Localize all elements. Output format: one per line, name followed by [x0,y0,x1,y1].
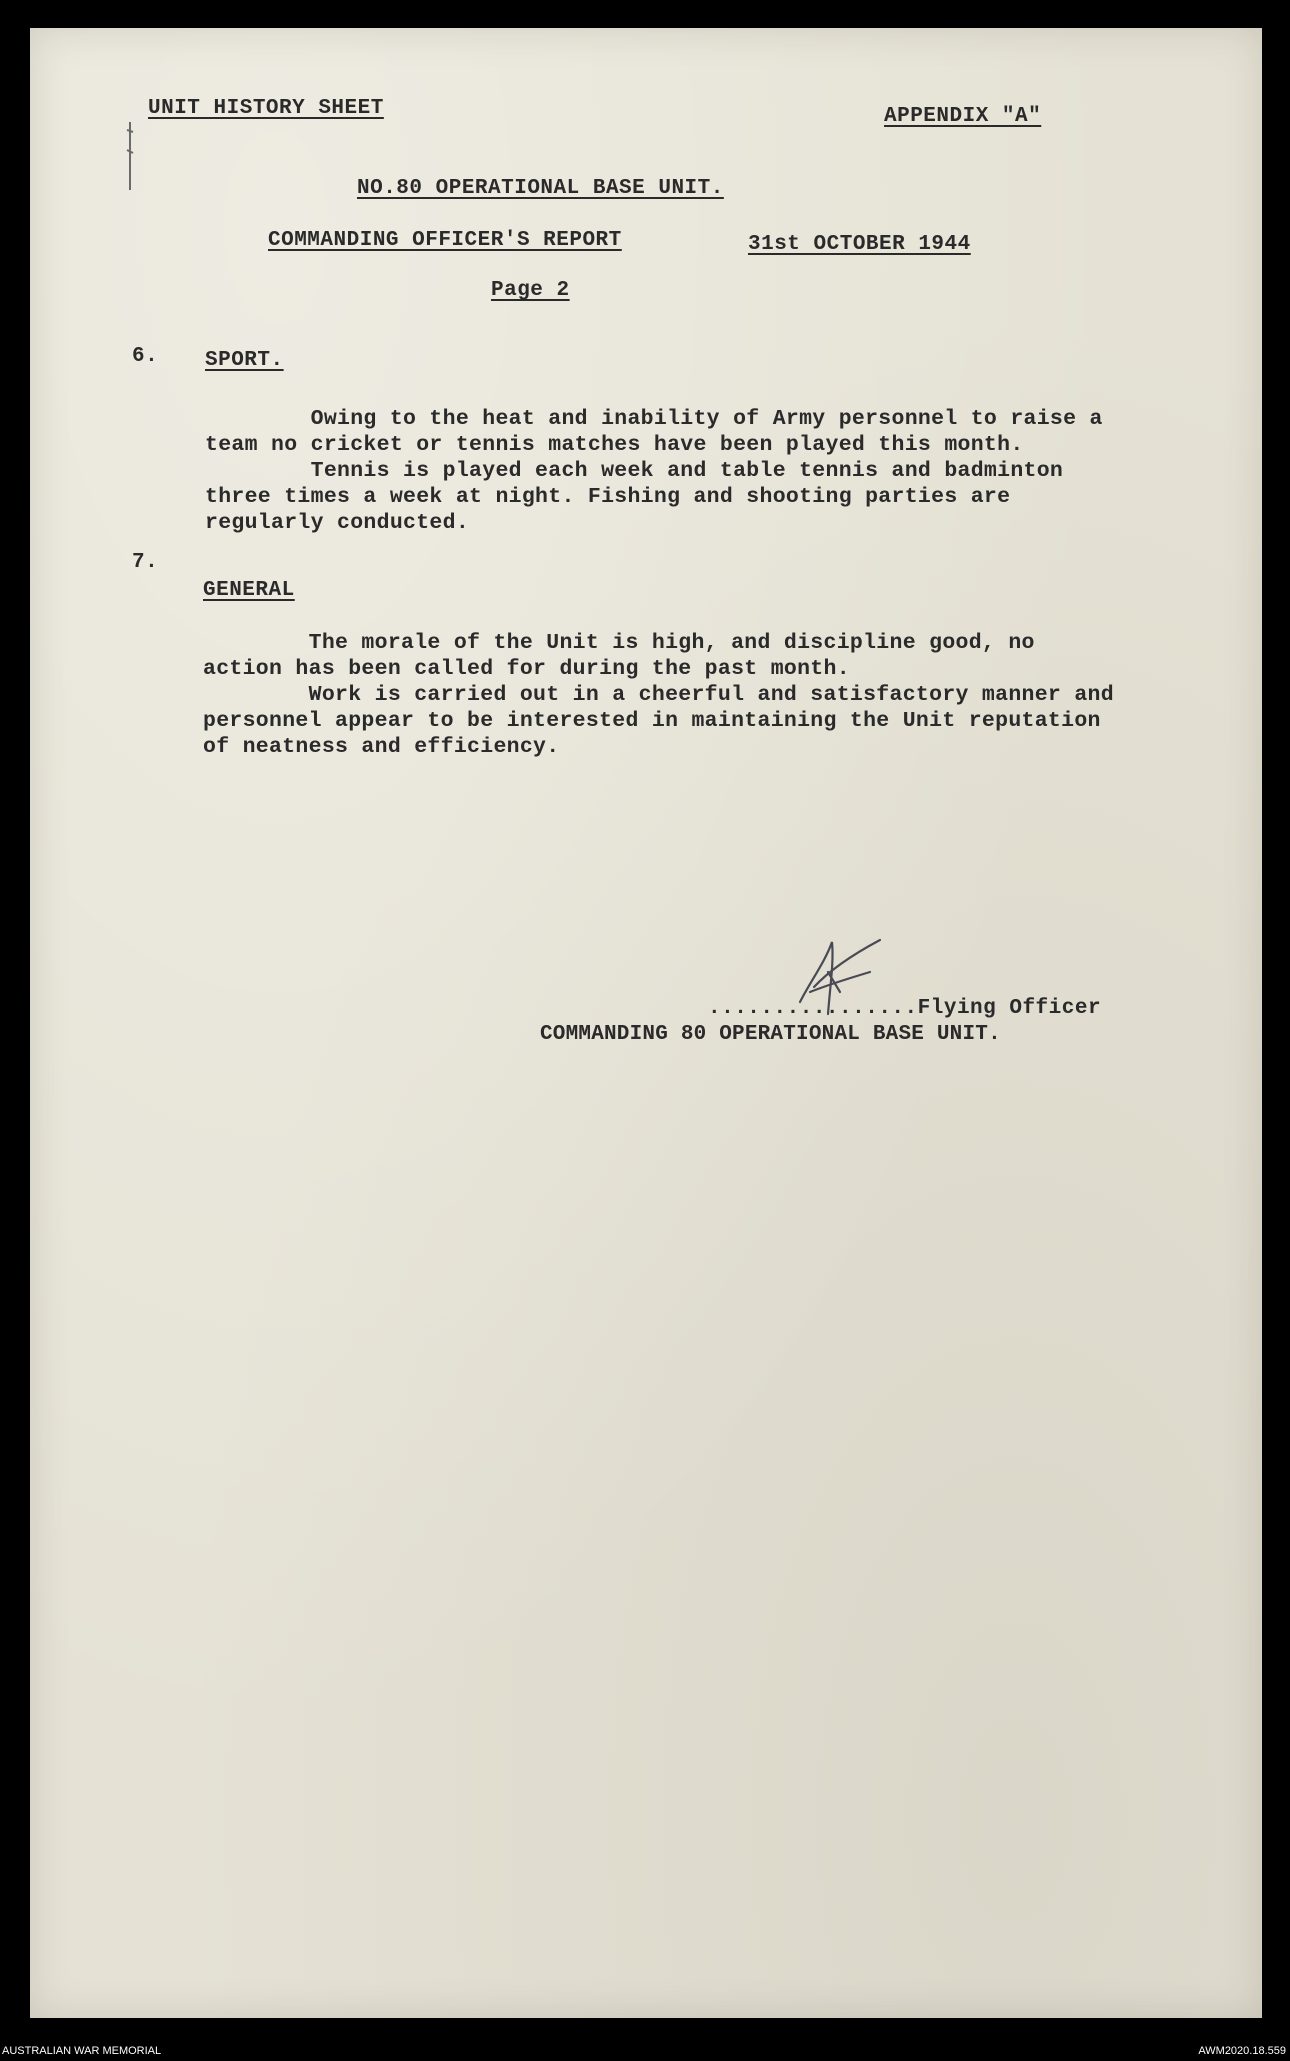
page-number: Page 2 [491,279,570,302]
report-date: 31st OCTOBER 1944 [748,233,971,256]
signature-line: ................Flying Officer [708,997,1102,1020]
section-number: 7. [132,551,159,574]
unit-title: NO.80 OPERATIONAL BASE UNIT. [357,177,724,200]
punch-hole-mark [125,120,135,192]
section-heading: SPORT. [205,349,284,372]
footer-left: AUSTRALIAN WAR MEMORIAL [2,2045,162,2057]
header-right: APPENDIX "A" [884,105,1042,128]
footer-right: AWM2020.18.559 [1198,2045,1286,2057]
signature-title: COMMANDING 80 OPERATIONAL BASE UNIT. [540,1023,1001,1046]
section-number: 6. [132,345,159,368]
section-paragraph: The morale of the Unit is high, and discipline good, no action has been called for during the past month. Work is carried out in a cheerful and satisfactory manner and personnel appear to be interested in maintaining the Unit reputation of neatness and efficiency. [203,631,1114,759]
section-heading: GENERAL [203,579,295,602]
header-left: UNIT HISTORY SHEET [148,97,384,120]
section-paragraph: Owing to the heat and inability of Army personnel to raise a team no cricket or tennis matches have been played this month. Tennis is played each week and table tennis and badminton three times a week at night. Fishing and shooting parties are regularly conducted. [205,407,1103,535]
report-title: COMMANDING OFFICER'S REPORT [268,229,622,252]
